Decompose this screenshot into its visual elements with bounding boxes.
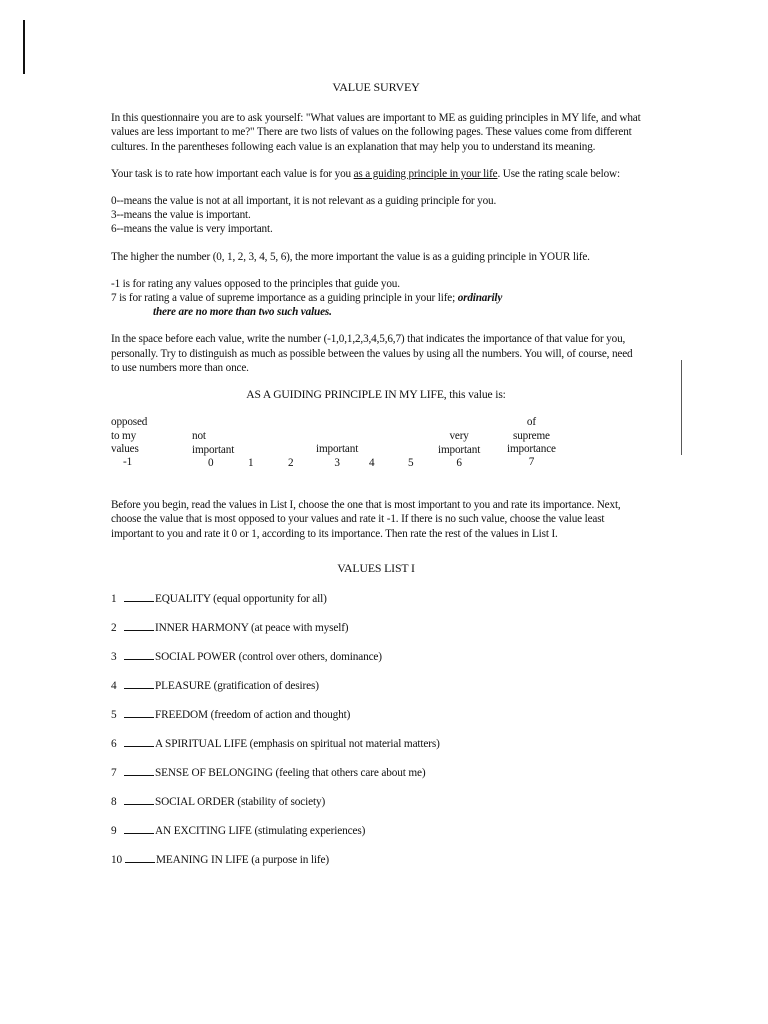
value-name: AN EXCITING LIFE <box>155 825 252 838</box>
values-list <box>111 591 641 881</box>
value-description: (stability of society) <box>237 796 326 809</box>
value-item <box>111 678 641 707</box>
scale-point: not important 0 <box>192 430 235 470</box>
value-description: (stimulating experiences) <box>254 825 366 838</box>
value-name: MEANING IN LIFE <box>156 854 249 867</box>
values-list-title: VALUES LIST I <box>337 560 415 575</box>
value-number: 9 <box>111 825 117 838</box>
extremes-paragraph: -1 is for rating any values opposed to the principles that guide you. 7 is for rating a value of supreme importance as a guiding principle in your life; ordinarily there are no more than two such values. <box>111 277 503 319</box>
value-number: 7 <box>111 767 117 780</box>
value-item <box>111 591 641 620</box>
scale-def-6: 6--means the value is very important. <box>111 223 273 236</box>
value-item <box>111 823 641 852</box>
rating-blank[interactable] <box>124 678 154 689</box>
value-name: A SPIRITUAL LIFE <box>155 738 247 751</box>
value-item <box>111 736 641 765</box>
scale-point: 1 <box>248 457 254 470</box>
value-item <box>111 765 641 794</box>
value-number: 10 <box>111 854 122 867</box>
value-description: (equal opportunity for all) <box>213 593 327 606</box>
rating-blank[interactable] <box>124 794 154 805</box>
value-number: 6 <box>111 738 117 751</box>
rating-blank[interactable] <box>125 852 155 863</box>
scale-point: of supreme importance 7 <box>507 416 556 469</box>
value-description: (gratification of desires) <box>213 680 319 693</box>
task-paragraph: Your task is to rate how important each value is for you as a guiding principle in your life. Use the rating scale below: <box>111 167 620 180</box>
value-name: SENSE OF BELONGING <box>155 767 273 780</box>
value-item <box>111 620 641 649</box>
scale-point: 2 <box>288 457 294 470</box>
scale-point: 4 <box>369 457 375 470</box>
scale-def-0: 0--means the value is not at all important, it is not relevant as a guiding principle for you. <box>111 195 497 208</box>
page-title: VALUE SURVEY <box>332 80 420 94</box>
value-number: 5 <box>111 709 117 722</box>
value-number: 1 <box>111 593 117 606</box>
value-item <box>111 707 641 736</box>
rating-scale <box>111 416 641 478</box>
value-description: (feeling that others care about me) <box>275 767 426 780</box>
value-description: (freedom of action and thought) <box>210 709 351 722</box>
scan-margin-mark <box>23 20 25 74</box>
survey-page <box>111 80 641 881</box>
scan-margin-mark <box>681 360 682 455</box>
intro-paragraph: In this questionnaire you are to ask yourself: "What values are important to ME as guiding principles in MY life, and what values are less important to me?" There are two lists of values on the following pages. These values come from different cultures. In the parentheses following each value is an explanation that may help you to understand its meaning. <box>111 112 641 153</box>
rating-blank[interactable] <box>124 765 154 776</box>
value-number: 8 <box>111 796 117 809</box>
higher-number-paragraph: The higher the number (0, 1, 2, 3, 4, 5, 6), the more important the value is as a guiding principle in YOUR life. <box>111 250 590 263</box>
value-name: FREEDOM <box>155 709 208 722</box>
rating-blank[interactable] <box>124 591 154 602</box>
rating-blank[interactable] <box>124 620 154 631</box>
value-description: (control over others, dominance) <box>238 651 382 664</box>
space-instructions: In the space before each value, write the number (-1,0,1,2,3,4,5,6,7) that indicates the importance of that value for you, personally. Try to distinguish as much as possible between the values by using all the numbers. You will, of course, need to use numbers more than once. <box>111 333 633 374</box>
value-number: 4 <box>111 680 117 693</box>
scale-point: very important 6 <box>438 430 481 470</box>
value-number: 3 <box>111 651 117 664</box>
rating-blank[interactable] <box>124 823 154 834</box>
scale-point: opposed to my values -1 <box>111 416 148 469</box>
value-name: SOCIAL POWER <box>155 651 236 664</box>
rating-blank[interactable] <box>124 649 154 660</box>
value-description: (at peace with myself) <box>251 622 349 635</box>
rating-blank[interactable] <box>124 707 154 718</box>
value-description: (a purpose in life) <box>251 854 329 867</box>
guiding-principle-emphasis: as a guiding principle in your life <box>353 167 498 180</box>
value-name: EQUALITY <box>155 593 211 606</box>
scale-point: 5 <box>408 457 414 470</box>
value-name: PLEASURE <box>155 680 211 693</box>
value-description: (emphasis on spiritual not material matters) <box>249 738 440 751</box>
scale-definitions <box>111 194 641 237</box>
value-item <box>111 852 641 881</box>
value-name: SOCIAL ORDER <box>155 796 235 809</box>
scale-point: important 3 <box>316 443 359 469</box>
scale-heading: AS A GUIDING PRINCIPLE IN MY LIFE, this value is: <box>246 388 506 402</box>
rating-blank[interactable] <box>124 736 154 747</box>
value-item <box>111 794 641 823</box>
scale-def-3: 3--means the value is important. <box>111 209 251 222</box>
value-item <box>111 649 641 678</box>
value-number: 2 <box>111 622 117 635</box>
value-name: INNER HARMONY <box>155 622 249 635</box>
before-you-begin: Before you begin, read the values in List I, choose the one that is most important to you and rate its importance. Next, choose the value that is most opposed to your values and rate it -1. If there is no such value, choose the value least important to you and rate it 0 or 1, according to its importance. Then rate the rest of the values in List I. <box>111 499 621 540</box>
